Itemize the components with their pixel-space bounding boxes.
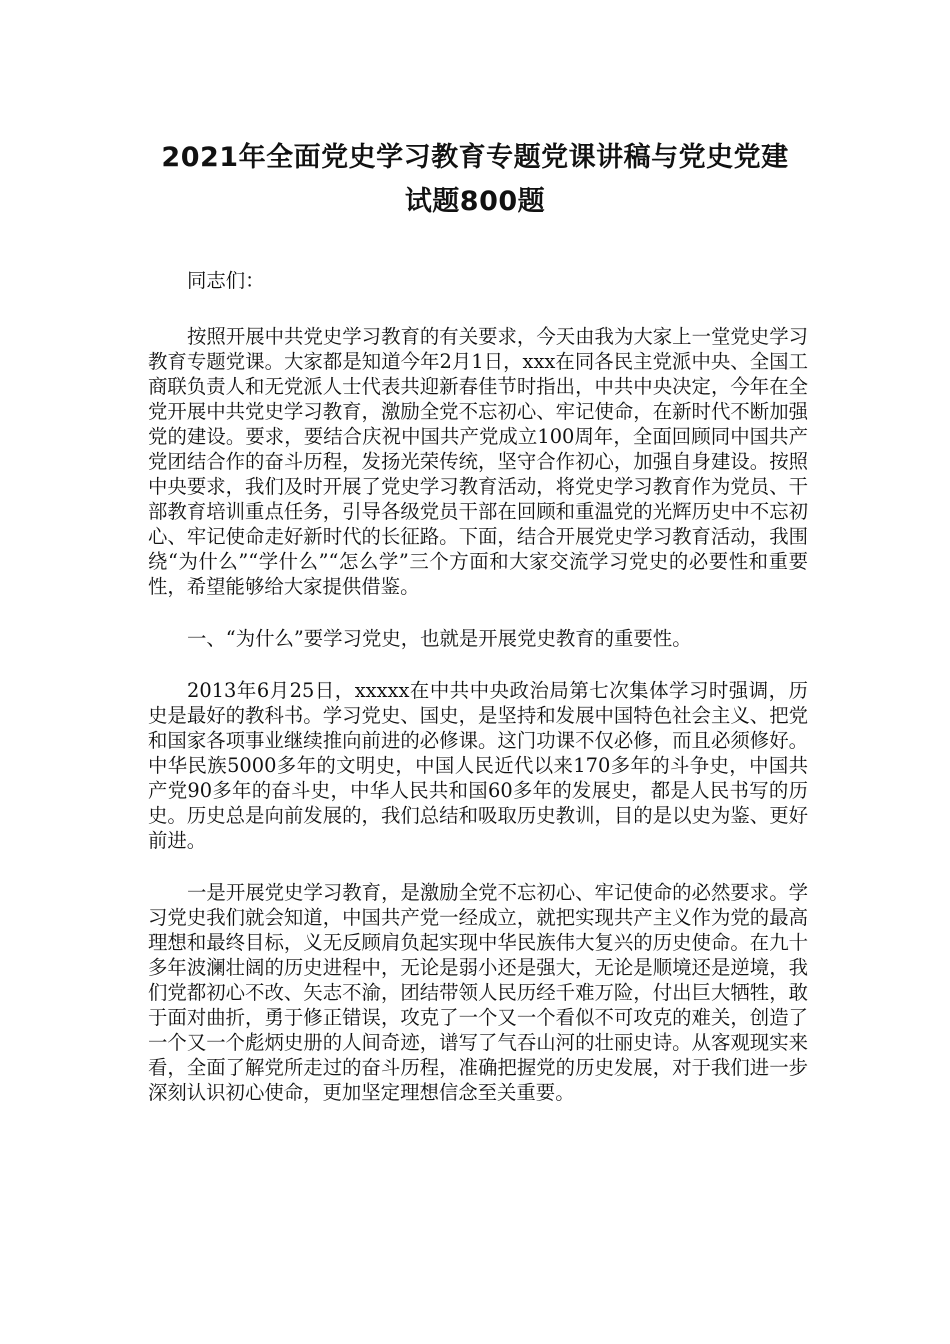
document-body (148, 268, 808, 1132)
salutation: 同志们： (187, 269, 265, 292)
paragraph-intro: 按照开展中共党史学习教育的有关要求，今天由我为大家上一堂党史学习教育专题党课。大家都是知道今年2月1日，xxx在同各民主党派中央、全国工商联负责人和无党派人士代表共迎新春佳节时指出，中共中央决定，今年在全党开展中共党史学习教育，激励全党不忘初心、牢记使命，在新时代不断加强党的建设。要求，要结合庆祝中国共产党成立100周年，全面回顾同中国共产党团结合作的奋斗历程，发扬光荣传统，坚守合作初心，加强自身建设。按照中央要求，我们及时开展了党史学习教育活动，将党史学习教育作为党员、干部教育培训重点任务，引导各级党员干部在回顾和重温党的光辉历史中不忘初心、牢记使命走好新时代的长征路。下面，结合开展党史学习教育活动，我围绕“为什么”“学什么”“怎么学”三个方面和大家交流学习党史的必要性和重要性，希望能够给大家提供借鉴。 (148, 325, 808, 598)
document-title-line-2: 试题800题 (404, 186, 546, 217)
paragraph-point-1: 一是开展党史学习教育，是激励全党不忘初心、牢记使命的必然要求。学习党史我们就会知道，中国共产党一经成立，就把实现共产主义作为党的最高理想和最终目标，义无反顾肩负起实现中华民族伟大复兴的历史使命。在九十多年波澜壮阔的历史进程中，无论是弱小还是强大，无论是顺境还是逆境，我们党都初心不改、矢志不渝，团结带领人民历经千难万险，付出巨大牺牲，敢于面对曲折，勇于修正错误，攻克了一个又一个看似不可攻克的难关，创造了一个又一个彪炳史册的人间奇迹，谱写了气吞山河的壮丽史诗。从客观现实来看，全面了解党所走过的奋斗历程，准确把握党的历史发展，对于我们进一步深刻认识初心使命，更加坚定理想信念至关重要。 (148, 881, 808, 1104)
document-title-line-1: 2021年全面党史学习教育专题党课讲稿与党史党建 (161, 142, 789, 173)
paragraph-history: 2013年6月25日，xxxxx在中共中央政治局第七次集体学习时强调，历史是最好的教科书。学习党史、国史，是坚持和发展中国特色社会主义、把党和国家各项事业继续推向前进的必修课。这门功课不仅必修，而且必须修好。中华民族5000多年的文明史，中国人民近代以来170多年的斗争史，中国共产党90多年的奋斗史，中华人民共和国60多年的发展史，都是人民书写的历史。历史总是向前发展的，我们总结和吸取历史教训，目的是以史为鉴、更好前进。 (148, 679, 808, 852)
section-heading-1: 一、“为什么”要学习党史，也就是开展党史教育的重要性。 (187, 627, 692, 650)
